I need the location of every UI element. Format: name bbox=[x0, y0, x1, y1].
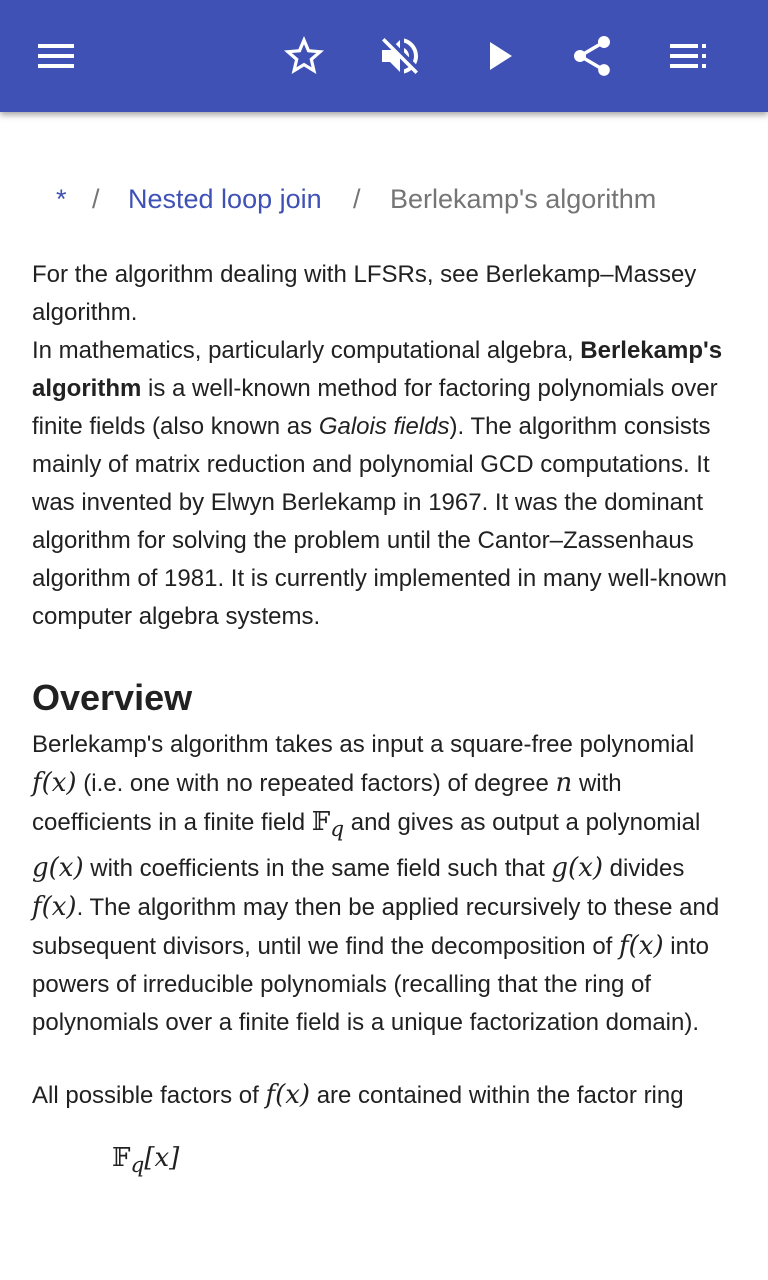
math-f-of-x: f(x) bbox=[32, 892, 77, 923]
app-bar bbox=[0, 0, 768, 112]
math-g-of-x: g(x) bbox=[32, 853, 84, 884]
hamburger-menu-icon bbox=[32, 32, 80, 80]
overview-paragraph: Berlekamp's algorithm takes as input a square-free polynomial f(x) (i.e. one with no repeated factors) of degree n with coefficients in a finite field 𝔽$_q$ and gives as output a polynomial g(x) with coefficients in the same field such that g(x) divides f(x). The algorithm may then be applied recursively to these and subsequent divisors, until we find the decomposition of f(x) into powers of irreducible polynomials (recalling that the ring of polynomials over a finite field is a unique factorization domain). bbox=[32, 731, 720, 1037]
intro-paragraph: In mathematics, particularly computational algebra, Berlekamp's algorithm is a well-known method for factoring polynomials over finite fields (also known as Galois fields). The algorithm consists mainly of matrix reduction and polynomial GCD computations. It was invented by Elwyn Berlekamp in 1967. It was the dominant algorithm for solving the problem until the Cantor–Zassenhaus algorithm of 1981. It is currently implemented in many well-known computer algebra systems. bbox=[32, 337, 727, 630]
math-f-of-x: f(x) bbox=[619, 931, 664, 962]
math-finite-field: 𝔽$_q$ bbox=[311, 807, 345, 843]
volume-off-icon bbox=[376, 32, 424, 80]
share-button[interactable] bbox=[560, 24, 624, 88]
breadcrumb-separator: / bbox=[353, 184, 361, 214]
factors-paragraph: All possible factors of f(x) are contained within the factor ring bbox=[32, 1080, 684, 1111]
bookmark-button[interactable] bbox=[272, 24, 336, 88]
breadcrumb-parent-link[interactable]: Nested loop join bbox=[128, 184, 322, 214]
share-icon bbox=[568, 32, 616, 80]
article-subject: Berlekamp's algorithm bbox=[32, 337, 723, 402]
mute-button[interactable] bbox=[368, 24, 432, 88]
play-icon bbox=[474, 32, 522, 80]
galois-fields-term: Galois fields bbox=[318, 413, 450, 440]
breadcrumb-current: Berlekamp's algorithm bbox=[390, 184, 657, 214]
hatnote: For the algorithm dealing with LFSRs, see Berlekamp–Massey algorithm. bbox=[32, 261, 697, 326]
math-g-of-x: g(x) bbox=[551, 853, 603, 884]
display-math-factor-ring: 𝔽$_q$[x] bbox=[112, 1143, 180, 1179]
math-f-of-x: f(x) bbox=[265, 1080, 311, 1111]
breadcrumb-separator: / bbox=[92, 184, 100, 214]
breadcrumb-root-link[interactable]: * bbox=[56, 184, 67, 214]
math-n: n bbox=[555, 768, 573, 798]
play-button[interactable] bbox=[466, 24, 530, 88]
math-f-of-x: f(x) bbox=[32, 768, 77, 798]
section-heading-overview: Overview bbox=[32, 677, 193, 718]
breadcrumb bbox=[56, 184, 756, 214]
article-body bbox=[32, 256, 736, 1185]
playlist-button[interactable] bbox=[656, 24, 720, 88]
star-outline-icon bbox=[280, 32, 328, 80]
menu-button[interactable] bbox=[24, 24, 88, 88]
playlist-icon bbox=[664, 32, 712, 80]
paragraph-spacer bbox=[32, 1042, 736, 1076]
